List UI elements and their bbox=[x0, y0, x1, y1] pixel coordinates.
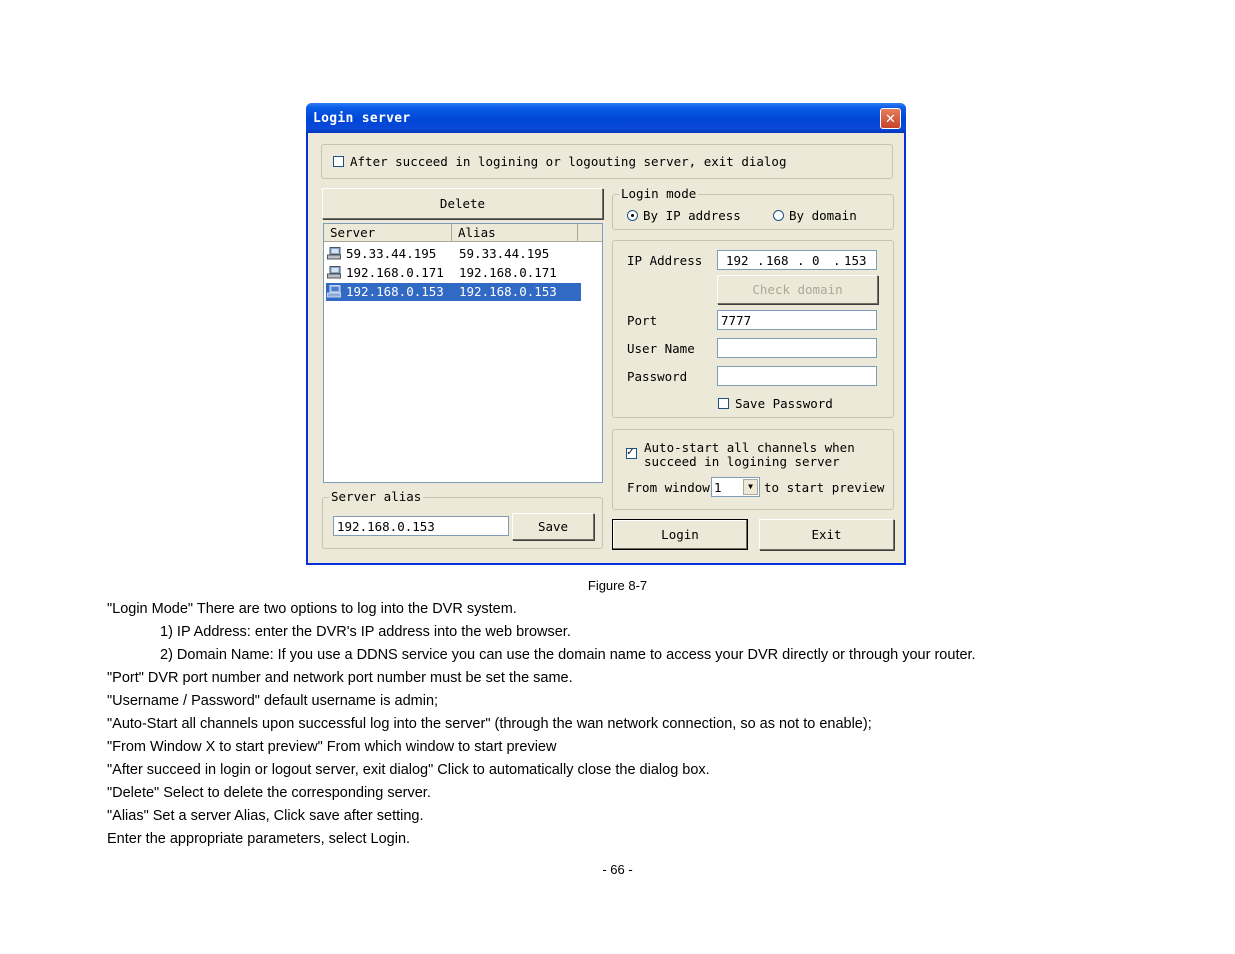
autostart-checkbox[interactable] bbox=[626, 448, 637, 459]
doc-line: "Auto-Start all channels upon successful log into the server" (through the wan network connection, so as not to enable); bbox=[107, 716, 872, 732]
autostart-label: Auto-start all channels when succeed in logining server bbox=[644, 440, 855, 469]
document-body bbox=[107, 599, 1167, 852]
server-row-selected[interactable] bbox=[326, 283, 581, 301]
doc-line: "Login Mode" There are two options to log into the DVR system. bbox=[107, 601, 517, 617]
doc-line: "Delete" Select to delete the corresponding server. bbox=[107, 785, 431, 801]
ip-octet-2: 168 bbox=[766, 253, 789, 268]
exit-label: Exit bbox=[811, 527, 842, 542]
ip-address-input[interactable]: 192 . 168 . 0 . 153 bbox=[717, 250, 877, 270]
doc-line: Enter the appropriate parameters, select Login. bbox=[107, 831, 411, 847]
server-alias: 192.168.0.153 bbox=[459, 284, 557, 299]
password-label: Password bbox=[627, 369, 688, 384]
page-number: - 66 - bbox=[602, 862, 633, 877]
computer-icon bbox=[327, 247, 342, 260]
ip-address-label: IP Address bbox=[627, 253, 703, 268]
exit-after-label: After succeed in logining or logouting server, exit dialog bbox=[350, 154, 787, 169]
exit-after-checkbox[interactable] bbox=[333, 156, 344, 167]
chevron-down-icon[interactable]: ▼ bbox=[743, 479, 758, 495]
by-ip-option[interactable] bbox=[627, 208, 741, 223]
close-button[interactable] bbox=[880, 108, 901, 129]
autostart-group bbox=[612, 429, 894, 510]
list-header bbox=[324, 224, 602, 242]
login-server-dialog bbox=[306, 103, 906, 565]
check-domain-button[interactable] bbox=[717, 275, 878, 304]
server-row[interactable] bbox=[326, 245, 581, 263]
save-alias-button[interactable] bbox=[512, 513, 594, 540]
doc-line: "After succeed in login or logout server, exit dialog" Click to automatically close the dialog box. bbox=[107, 762, 710, 778]
check-domain-label: Check domain bbox=[752, 282, 843, 297]
save-password-option[interactable] bbox=[718, 396, 833, 411]
to-start-preview-label: to start preview bbox=[764, 480, 885, 495]
exit-option-group bbox=[321, 144, 893, 179]
server-alias-legend: Server alias bbox=[331, 489, 422, 504]
close-icon: ✕ bbox=[885, 108, 896, 127]
server-row[interactable] bbox=[326, 264, 581, 282]
figure-caption: Figure 8-7 bbox=[587, 578, 648, 593]
column-header-server[interactable]: Server bbox=[324, 224, 452, 242]
server-address: 192.168.0.171 bbox=[346, 265, 444, 280]
exit-button[interactable] bbox=[759, 519, 894, 550]
save-password-checkbox[interactable] bbox=[718, 398, 729, 409]
doc-line: "Port" DVR port number and network port number must be set the same. bbox=[107, 670, 573, 686]
dialog-title: Login server bbox=[313, 111, 411, 126]
port-label: Port bbox=[627, 313, 658, 328]
ip-octet-1: 192 bbox=[726, 253, 749, 268]
ip-octet-3: 0 bbox=[812, 253, 820, 268]
connection-group bbox=[612, 240, 894, 418]
server-alias: 59.33.44.195 bbox=[459, 246, 550, 261]
title-bar[interactable] bbox=[306, 103, 906, 133]
username-label: User Name bbox=[627, 341, 695, 356]
server-alias-input[interactable]: 192.168.0.153 bbox=[333, 516, 509, 536]
save-password-label: Save Password bbox=[735, 396, 833, 411]
delete-label: Delete bbox=[439, 196, 486, 211]
by-ip-label: By IP address bbox=[643, 208, 741, 223]
by-ip-radio[interactable] bbox=[627, 210, 638, 221]
login-label: Login bbox=[661, 527, 699, 542]
save-label: Save bbox=[537, 519, 569, 534]
from-window-value: 1 bbox=[714, 480, 722, 495]
username-input[interactable] bbox=[717, 338, 877, 358]
doc-line: "From Window X to start preview" From which window to start preview bbox=[107, 739, 557, 755]
server-address: 192.168.0.153 bbox=[346, 284, 444, 299]
from-window-label: From window bbox=[627, 480, 710, 495]
login-mode-legend: Login mode bbox=[621, 186, 697, 201]
computer-icon bbox=[327, 266, 342, 279]
login-button[interactable] bbox=[612, 519, 748, 550]
server-address: 59.33.44.195 bbox=[346, 246, 437, 261]
port-input[interactable]: 7777 bbox=[717, 310, 877, 330]
doc-line: "Username / Password" default username is admin; bbox=[107, 693, 439, 709]
server-alias-group bbox=[322, 489, 603, 549]
ip-octet-4: 153 bbox=[844, 253, 867, 268]
delete-button[interactable] bbox=[322, 188, 603, 219]
doc-line: 2) Domain Name: If you use a DDNS service you can use the domain name to access your DVR directly or through your router. bbox=[160, 647, 976, 663]
computer-icon bbox=[327, 285, 342, 298]
by-domain-option[interactable] bbox=[773, 208, 857, 223]
doc-line: 1) IP Address: enter the DVR's IP address into the web browser. bbox=[160, 624, 571, 640]
by-domain-radio[interactable] bbox=[773, 210, 784, 221]
column-header-alias[interactable]: Alias bbox=[452, 224, 578, 242]
login-mode-group bbox=[612, 186, 894, 230]
server-alias: 192.168.0.171 bbox=[459, 265, 557, 280]
exit-after-option[interactable] bbox=[333, 154, 787, 169]
from-window-select[interactable] bbox=[711, 477, 760, 497]
doc-line: "Alias" Set a server Alias, Click save after setting. bbox=[107, 808, 424, 824]
password-input[interactable] bbox=[717, 366, 877, 386]
column-header-filler bbox=[578, 224, 602, 242]
by-domain-label: By domain bbox=[789, 208, 857, 223]
server-list[interactable] bbox=[323, 223, 603, 483]
